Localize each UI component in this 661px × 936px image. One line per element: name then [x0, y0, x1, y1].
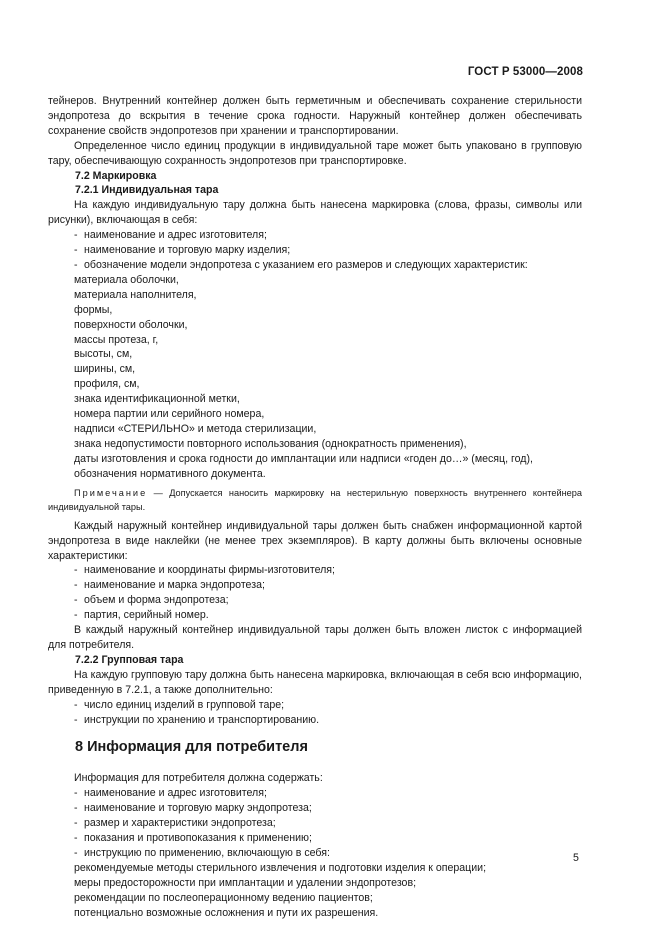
characteristic-item: высоты, см,: [74, 348, 133, 361]
list-item: - инструкции по хранению и транспортированию.: [74, 713, 320, 726]
characteristic-item: профиля, см,: [74, 378, 140, 391]
note: [48, 486, 582, 515]
characteristic-item: ширины, см,: [74, 363, 136, 376]
paragraph: На каждую групповую тару должна быть нанесена маркировка, включающая в себя всю информацию, приведенную в 7.2.1, а также дополнительно:: [48, 668, 582, 696]
paragraph: Информация для потребителя должна содержать:: [74, 772, 323, 785]
list-item: - наименование и координаты фирмы-изготовителя;: [74, 564, 335, 577]
list-item: - размер и характеристики эндопротеза;: [74, 817, 276, 830]
list-item: - наименование и адрес изготовителя;: [74, 787, 267, 800]
list-item: - число единиц изделий в групповой таре;: [74, 698, 285, 711]
characteristic-item: формы,: [74, 303, 113, 316]
note-label: Примечание: [74, 487, 148, 498]
list-item: - инструкцию по применению, включающую в себя:: [74, 846, 330, 859]
document-code: ГОСТ Р 53000—2008: [467, 66, 583, 78]
characteristic-item: знака идентификационной метки,: [74, 393, 240, 406]
instruction-item: потенциально возможные осложнения и пути их разрешения.: [74, 906, 379, 919]
list-item: - наименование и адрес изготовителя;: [74, 229, 267, 242]
section-heading-7-2-2: 7.2.2 Групповая тара: [75, 653, 184, 666]
characteristic-item: номера партии или серийного номера,: [74, 408, 265, 421]
characteristic-item: даты изготовления и срока годности до имплантации или надписи «годен до…» (месяц, год),: [74, 452, 533, 465]
paragraph: Каждый наружный контейнер индивидуальной тары должен быть снабжен информационной картой эндопротеза в виде наклейки (не менее трех экземпляров). В карту должны быть включены основные характеристики:: [48, 519, 582, 562]
list-item: - наименование и торговую марку изделия;: [74, 244, 291, 257]
page-number: 5: [573, 852, 579, 864]
note-text: — Допускается наносить маркировку на нестерильную поверхность внутреннего контейнера индивидуальной тары.: [48, 487, 582, 513]
list-item: - партия, серийный номер.: [74, 609, 209, 622]
characteristic-item: массы протеза, г,: [74, 333, 159, 346]
characteristic-item: надписи «СТЕРИЛЬНО» и метода стерилизации,: [74, 422, 317, 435]
characteristic-item: материала оболочки,: [74, 273, 179, 286]
list-item: - наименование и торговую марку эндопротеза;: [74, 802, 312, 815]
section-heading-7-2-1: 7.2.1 Индивидуальная тара: [75, 184, 219, 197]
paragraph: тейнеров. Внутренний контейнер должен быть герметичным и обеспечивать сохранение стерильности эндопротеза до вскрытия в течение срока годности. Наружный контейнер должен обеспечивать сохранение свойств эндопротезов при хранении и транспортировании.: [48, 95, 582, 137]
paragraph: В каждый наружный контейнер индивидуальной тары должен быть вложен листок с информацией для потребителя.: [48, 624, 582, 651]
characteristic-item: знака недопустимости повторного использования (однократность применения),: [74, 437, 467, 450]
main-content: [48, 94, 582, 921]
section-heading-7-2: 7.2 Маркировка: [75, 169, 157, 182]
paragraph: На каждую индивидуальную тару должна быть нанесена маркировка (слова, фразы, символы или рисунки), включающая в себя:: [48, 199, 582, 227]
characteristic-item: поверхности оболочки,: [74, 318, 188, 331]
characteristic-item: материала наполнителя,: [74, 288, 197, 301]
list-item: - наименование и марка эндопротеза;: [74, 579, 265, 592]
characteristic-item: обозначения нормативного документа.: [74, 467, 266, 480]
paragraph: Определенное число единиц продукции в индивидуальной таре может быть упаковано в групповую тару, обеспечивающую сохранность эндопротезов при транспортировке.: [48, 139, 582, 167]
instruction-item: меры предосторожности при имплантации и удалении эндопротезов;: [74, 876, 417, 889]
instruction-item: рекомендуемые методы стерильного извлечения и подготовки изделия к операции;: [74, 861, 487, 874]
list-item: - показания и противопоказания к применению;: [74, 832, 312, 845]
section-heading-8: 8 Информация для потребителя: [75, 739, 308, 756]
list-item: - объем и форма эндопротеза;: [74, 594, 229, 607]
instruction-item: рекомендации по послеоперационному ведению пациентов;: [74, 891, 373, 904]
list-item: - обозначение модели эндопротеза с указанием его размеров и следующих характеристик:: [74, 258, 528, 271]
